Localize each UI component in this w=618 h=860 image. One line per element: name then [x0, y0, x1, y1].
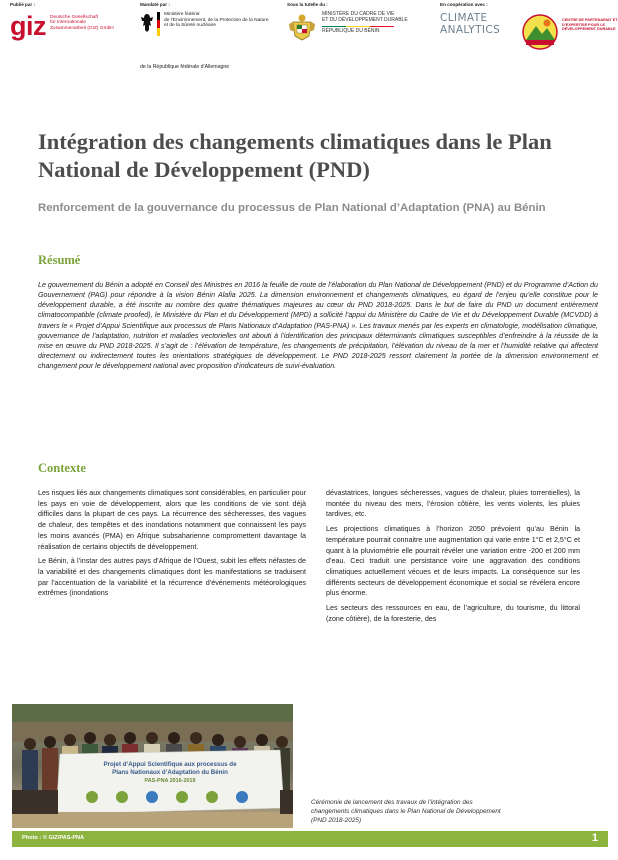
benin-coat-of-arms-icon — [287, 12, 317, 42]
mcvdd-logo — [287, 12, 408, 42]
cebedes-name-line: DÉVELOPPEMENT DURABLE — [562, 27, 616, 32]
mcvdd-name-line: MINISTÈRE DU CADRE DE VIE — [322, 11, 395, 17]
giz-logo — [10, 11, 114, 41]
commissioner-block — [140, 2, 280, 70]
german-flag-icon — [157, 12, 160, 36]
bmu-name — [164, 12, 269, 36]
project-banner — [56, 750, 284, 814]
giz-name-line: Zusammenarbeit (GIZ) GmbH — [50, 25, 114, 31]
contexte-right-column — [326, 488, 580, 628]
cebedes-logo — [520, 12, 618, 52]
giz-name-line: Deutsche Gesellschaft — [50, 15, 98, 20]
cebedes-name-line: CENTRE DE PARTENARIAT ET — [562, 18, 618, 22]
benin-flag-bar — [322, 26, 394, 28]
federal-eagle-icon — [140, 12, 154, 34]
supervision-label: Sous la tutelle du : — [287, 2, 328, 7]
publisher-block — [10, 2, 130, 41]
giz-name-line: für Internationale — [50, 20, 87, 26]
cooperation-block — [440, 2, 618, 36]
paragraph: dévastatrices, longues sécheresses, vagues de chaleur, pluies torrentielles), la montée du niveau des mers, l’érosion côtière, les vents violents, les pluies tardives, etc. — [326, 489, 580, 519]
bmu-country: de la République fédérale d’Allemagne — [140, 64, 230, 70]
mcvdd-name — [322, 12, 408, 42]
giz-wordmark: giz — [10, 11, 46, 41]
bmu-logo — [140, 12, 269, 36]
bmu-name-line: Ministère fédéral — [164, 12, 200, 17]
cebedes-emblem-icon — [520, 12, 560, 52]
contexte-left-column — [38, 488, 306, 603]
bmu-name-line: de l’Environnement, de la Protection de la Nature — [164, 17, 269, 23]
cebedes-name-line: D’EXPERTISE POUR LE — [562, 22, 606, 27]
resume-text: Le gouvernement du Bénin a adopté en Conseil des Ministres en 2016 la feuille de route de l’élaboration du Plan National de Développement (PND) et du Programme d’Action du Gouvernement (PAG) pour répondre à la vision Bénin Alafia 2025. La dimension environnement et changements climatiques, eu égard de l’enjeu qu’elle constitue pour le développement durable, a été inscrite au nombre des quatre thématiques majeures au cœur du PND 2018-2025. Dans le but de faire du PND un document entièrement climatocompatible (climate proofed), le Ministère du Plan et du Développement (MPD) a sollicité l’appui du Ministère du Cadre de Vie et du Développement Durable (MCVDD) à travers le « Projet d’Appui Scientifique aux processus de Plans Nationaux d’Adaptation (PAS-PNA) ». Les travaux menés par les experts en climatologie, modélisation climatique, gouvernance de l’adaptation, nutrition et maladies vectorielles ont abouti à l’identification des principaux déterminants climatiques susceptibles d’enfreindre à la réussite de la mise en œuvre du PND 2018-2025. Il s’agit de : l’élévation de température, les changements de précipitation, l’élévation du niveau de la mer et l’humidité relative qui affectent directement ou indirectement toutes les orientations stratégiques de développement. Le PND 2018-2025 ressort clairement la portée de la dimension environnement et changement pour le développement national avec proposition d’indicateurs de suivi-évaluation. — [38, 281, 598, 371]
cooperation-label: En coopération avec : — [440, 2, 488, 7]
document-title: Intégration des changements climatiques dans le Plan National de Développement (PND) — [38, 129, 552, 182]
paragraph: Les projections climatiques à l’horizon 2050 prévoient qu’au Bénin la température pourrait connaitre une augmentation qui varie entre 1°C et 2,5°C et quant à la pluviométrie elle pourrait révéler une variation entre -200 et 200 mm d’eau. Ceci traduit une persistance voire une aggravation des conditions climatiques actuellement vécues et de leurs impacts. La conséquence sur les différents secteurs de développement économique et social se révélera encore plus énorme. — [326, 525, 580, 598]
benin-country: RÉPUBLIQUE DU BÉNIN — [322, 28, 380, 35]
paragraph: Les risques liés aux changements climatiques sont considérables, en particulier pour les pays en voie de développement, alors que les conditions de vie sont déjà difficiles dans la plupart de ces pays. La récurrence des sécheresses, des vagues de chaleur, des tempêtes et des inondations notamment que connaissent les pays les moins avancés (PMA) en Afrique subsaharienne compromettent davantage la réalisation de certains objectifs de développement. — [38, 489, 306, 551]
banner-line: Projet d’Appui Scientifique aux processus de — [103, 761, 237, 768]
publisher-label: Publié par : — [10, 2, 36, 7]
photo-caption: Cérémonie de lancement des travaux de l’intégration des changements climatiques dans le Plan National de Développement (PND 2018-2025) — [311, 799, 501, 824]
contexte-heading: Contexte — [38, 461, 86, 475]
paragraph: Le Bénin, à l’instar des autres pays d’Afrique de l’Ouest, subit les effets néfastes de la variabilité et des changements climatiques dont les manifestations se traduisent par l’accentuation de la variabilité et la récurrence d’événements météorologiques extrêmes (inondations — [38, 557, 306, 598]
cebedes-name — [562, 18, 618, 32]
cooperation-logos — [440, 12, 618, 52]
photo-illustration — [12, 704, 293, 828]
photo-credit: Photo : © GIZ/PAS-PNA — [22, 835, 85, 841]
page-footer — [12, 831, 608, 847]
resume-heading: Résumé — [38, 253, 81, 267]
banner-line: Plans Nationaux d’Adaptation du Bénin — [112, 769, 228, 776]
banner-line: PAS-PNA 2016-2019 — [144, 778, 196, 784]
launch-ceremony-photo — [12, 704, 293, 828]
document-subtitle: Renforcement de la gouvernance du processus de Plan National d’Adaptation (PNA) au Bénin — [38, 202, 546, 214]
climate-analytics-word: CLIMATE — [440, 12, 488, 24]
bmu-name-line: et de la Sûreté nucléaire — [164, 23, 216, 29]
commissioner-label: Mandaté par : — [140, 2, 170, 7]
paragraph: Les secteurs des ressources en eau, de l’agriculture, du tourisme, du littoral (zone côtière), de la foresterie, des — [326, 604, 580, 623]
giz-name — [50, 15, 114, 31]
partner-logos-header — [0, 0, 618, 80]
climate-analytics-logo — [440, 12, 508, 36]
supervision-block — [287, 2, 427, 35]
climate-analytics-word: ANALYTICS — [440, 24, 501, 36]
page-number: 1 — [591, 832, 598, 844]
mcvdd-name-line: ET DU DÉVELOPPEMENT DURABLE — [322, 16, 408, 23]
